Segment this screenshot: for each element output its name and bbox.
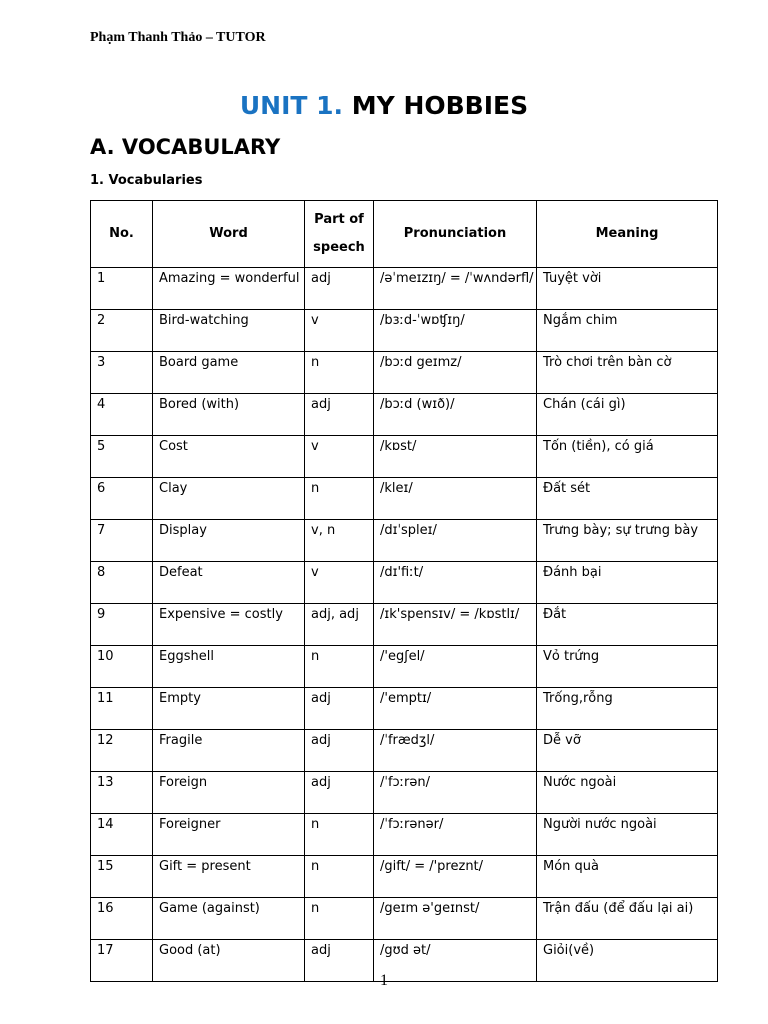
cell-pronunciation: /'egʃel/: [374, 646, 537, 688]
column-header-no: No.: [91, 201, 153, 268]
table-row: [91, 646, 718, 688]
cell-pronunciation: /ˈfɔːrənər/: [374, 814, 537, 856]
page-title: [0, 91, 768, 120]
cell-pronunciation: /gift/ = /'preznt/: [374, 856, 537, 898]
cell-meaning: Trò chơi trên bàn cờ: [537, 352, 718, 394]
cell-word: Good (at): [153, 940, 305, 982]
table-row: [91, 856, 718, 898]
cell-no: 3: [91, 352, 153, 394]
cell-pronunciation: /bɔːd geɪmz/: [374, 352, 537, 394]
cell-part-of-speech: v: [305, 310, 374, 352]
cell-pronunciation: /kleɪ/: [374, 478, 537, 520]
cell-word: Display: [153, 520, 305, 562]
cell-pronunciation: /geɪm ə'geɪnst/: [374, 898, 537, 940]
table-row: [91, 394, 718, 436]
cell-meaning: Vỏ trứng: [537, 646, 718, 688]
cell-word: Amazing = wonderful: [153, 268, 305, 310]
unit-name: MY HOBBIES: [351, 91, 529, 120]
cell-no: 9: [91, 604, 153, 646]
cell-meaning: Đắt: [537, 604, 718, 646]
cell-word: Eggshell: [153, 646, 305, 688]
cell-part-of-speech: n: [305, 478, 374, 520]
cell-no: 10: [91, 646, 153, 688]
cell-word: Foreigner: [153, 814, 305, 856]
cell-no: 14: [91, 814, 153, 856]
column-header-meaning: Meaning: [537, 201, 718, 268]
cell-word: Bird-watching: [153, 310, 305, 352]
cell-no: 2: [91, 310, 153, 352]
cell-no: 13: [91, 772, 153, 814]
cell-part-of-speech: n: [305, 898, 374, 940]
cell-word: Board game: [153, 352, 305, 394]
cell-no: 16: [91, 898, 153, 940]
cell-no: 1: [91, 268, 153, 310]
cell-word: Defeat: [153, 562, 305, 604]
cell-pronunciation: /əˈmeɪzɪŋ/ = /ˈwʌndərfl/: [374, 268, 537, 310]
cell-pronunciation: /dɪˈspleɪ/: [374, 520, 537, 562]
cell-meaning: Dễ vỡ: [537, 730, 718, 772]
table-row: [91, 604, 718, 646]
table-row: [91, 730, 718, 772]
cell-meaning: Trận đấu (để đấu lại ai): [537, 898, 718, 940]
cell-no: 8: [91, 562, 153, 604]
cell-pronunciation: /bɔːd (wɪð)/: [374, 394, 537, 436]
cell-word: Expensive = costly: [153, 604, 305, 646]
cell-meaning: Nước ngoài: [537, 772, 718, 814]
cell-word: Fragile: [153, 730, 305, 772]
cell-no: 12: [91, 730, 153, 772]
cell-meaning: Món quà: [537, 856, 718, 898]
cell-meaning: Đánh bại: [537, 562, 718, 604]
cell-pronunciation: /dɪ'fiːt/: [374, 562, 537, 604]
table-row: [91, 268, 718, 310]
cell-word: Foreign: [153, 772, 305, 814]
table-row: [91, 352, 718, 394]
table-row: [91, 772, 718, 814]
cell-meaning: Tốn (tiền), có giá: [537, 436, 718, 478]
cell-pronunciation: /bɜːd-ˈwɒʧɪŋ/: [374, 310, 537, 352]
page-number: 1: [380, 972, 388, 989]
cell-no: 5: [91, 436, 153, 478]
cell-part-of-speech: adj, adj: [305, 604, 374, 646]
cell-part-of-speech: adj: [305, 688, 374, 730]
cell-pronunciation: /ˈfɔːrən/: [374, 772, 537, 814]
table-row: [91, 898, 718, 940]
column-header-word: Word: [153, 201, 305, 268]
section-heading: A. VOCABULARY: [90, 135, 281, 159]
table-row: [91, 562, 718, 604]
cell-no: 15: [91, 856, 153, 898]
column-header-pronunciation: Pronunciation: [374, 201, 537, 268]
cell-part-of-speech: adj: [305, 730, 374, 772]
cell-part-of-speech: n: [305, 856, 374, 898]
cell-no: 7: [91, 520, 153, 562]
cell-part-of-speech: n: [305, 646, 374, 688]
table-row: [91, 688, 718, 730]
cell-pronunciation: /kɒst/: [374, 436, 537, 478]
cell-word: Empty: [153, 688, 305, 730]
cell-word: Cost: [153, 436, 305, 478]
cell-no: 6: [91, 478, 153, 520]
document-header: Phạm Thanh Thảo – TUTOR: [90, 30, 266, 45]
cell-word: Clay: [153, 478, 305, 520]
cell-part-of-speech: adj: [305, 940, 374, 982]
table-header-row: [91, 201, 718, 268]
cell-meaning: Chán (cái gì): [537, 394, 718, 436]
cell-meaning: Đất sét: [537, 478, 718, 520]
cell-meaning: Người nước ngoài: [537, 814, 718, 856]
vocabulary-table: [90, 200, 718, 982]
unit-label: UNIT 1.: [239, 91, 344, 120]
cell-meaning: Trưng bày; sự trưng bày: [537, 520, 718, 562]
cell-pronunciation: /ˈfrædʒl/: [374, 730, 537, 772]
table-row: [91, 520, 718, 562]
cell-part-of-speech: adj: [305, 772, 374, 814]
cell-no: 17: [91, 940, 153, 982]
subsection-heading: 1. Vocabularies: [90, 173, 203, 188]
table-row: [91, 310, 718, 352]
cell-no: 4: [91, 394, 153, 436]
cell-part-of-speech: adj: [305, 394, 374, 436]
column-header-part-of-speech: Part of speech: [305, 201, 374, 268]
cell-part-of-speech: v, n: [305, 520, 374, 562]
cell-word: Game (against): [153, 898, 305, 940]
table-row: [91, 814, 718, 856]
cell-meaning: Tuyệt vời: [537, 268, 718, 310]
cell-part-of-speech: v: [305, 436, 374, 478]
cell-part-of-speech: n: [305, 814, 374, 856]
cell-meaning: Trống,rỗng: [537, 688, 718, 730]
cell-word: Gift = present: [153, 856, 305, 898]
table-row: [91, 436, 718, 478]
table-row: [91, 478, 718, 520]
cell-meaning: Ngắm chim: [537, 310, 718, 352]
cell-word: Bored (with): [153, 394, 305, 436]
cell-meaning: Giỏi(về): [537, 940, 718, 982]
cell-pronunciation: /ɪk'spensɪv/ = /kɒstlɪ/: [374, 604, 537, 646]
cell-pronunciation: /gʊd ət/: [374, 940, 537, 982]
cell-part-of-speech: v: [305, 562, 374, 604]
cell-part-of-speech: n: [305, 352, 374, 394]
cell-no: 11: [91, 688, 153, 730]
cell-part-of-speech: adj: [305, 268, 374, 310]
cell-pronunciation: /'emptɪ/: [374, 688, 537, 730]
